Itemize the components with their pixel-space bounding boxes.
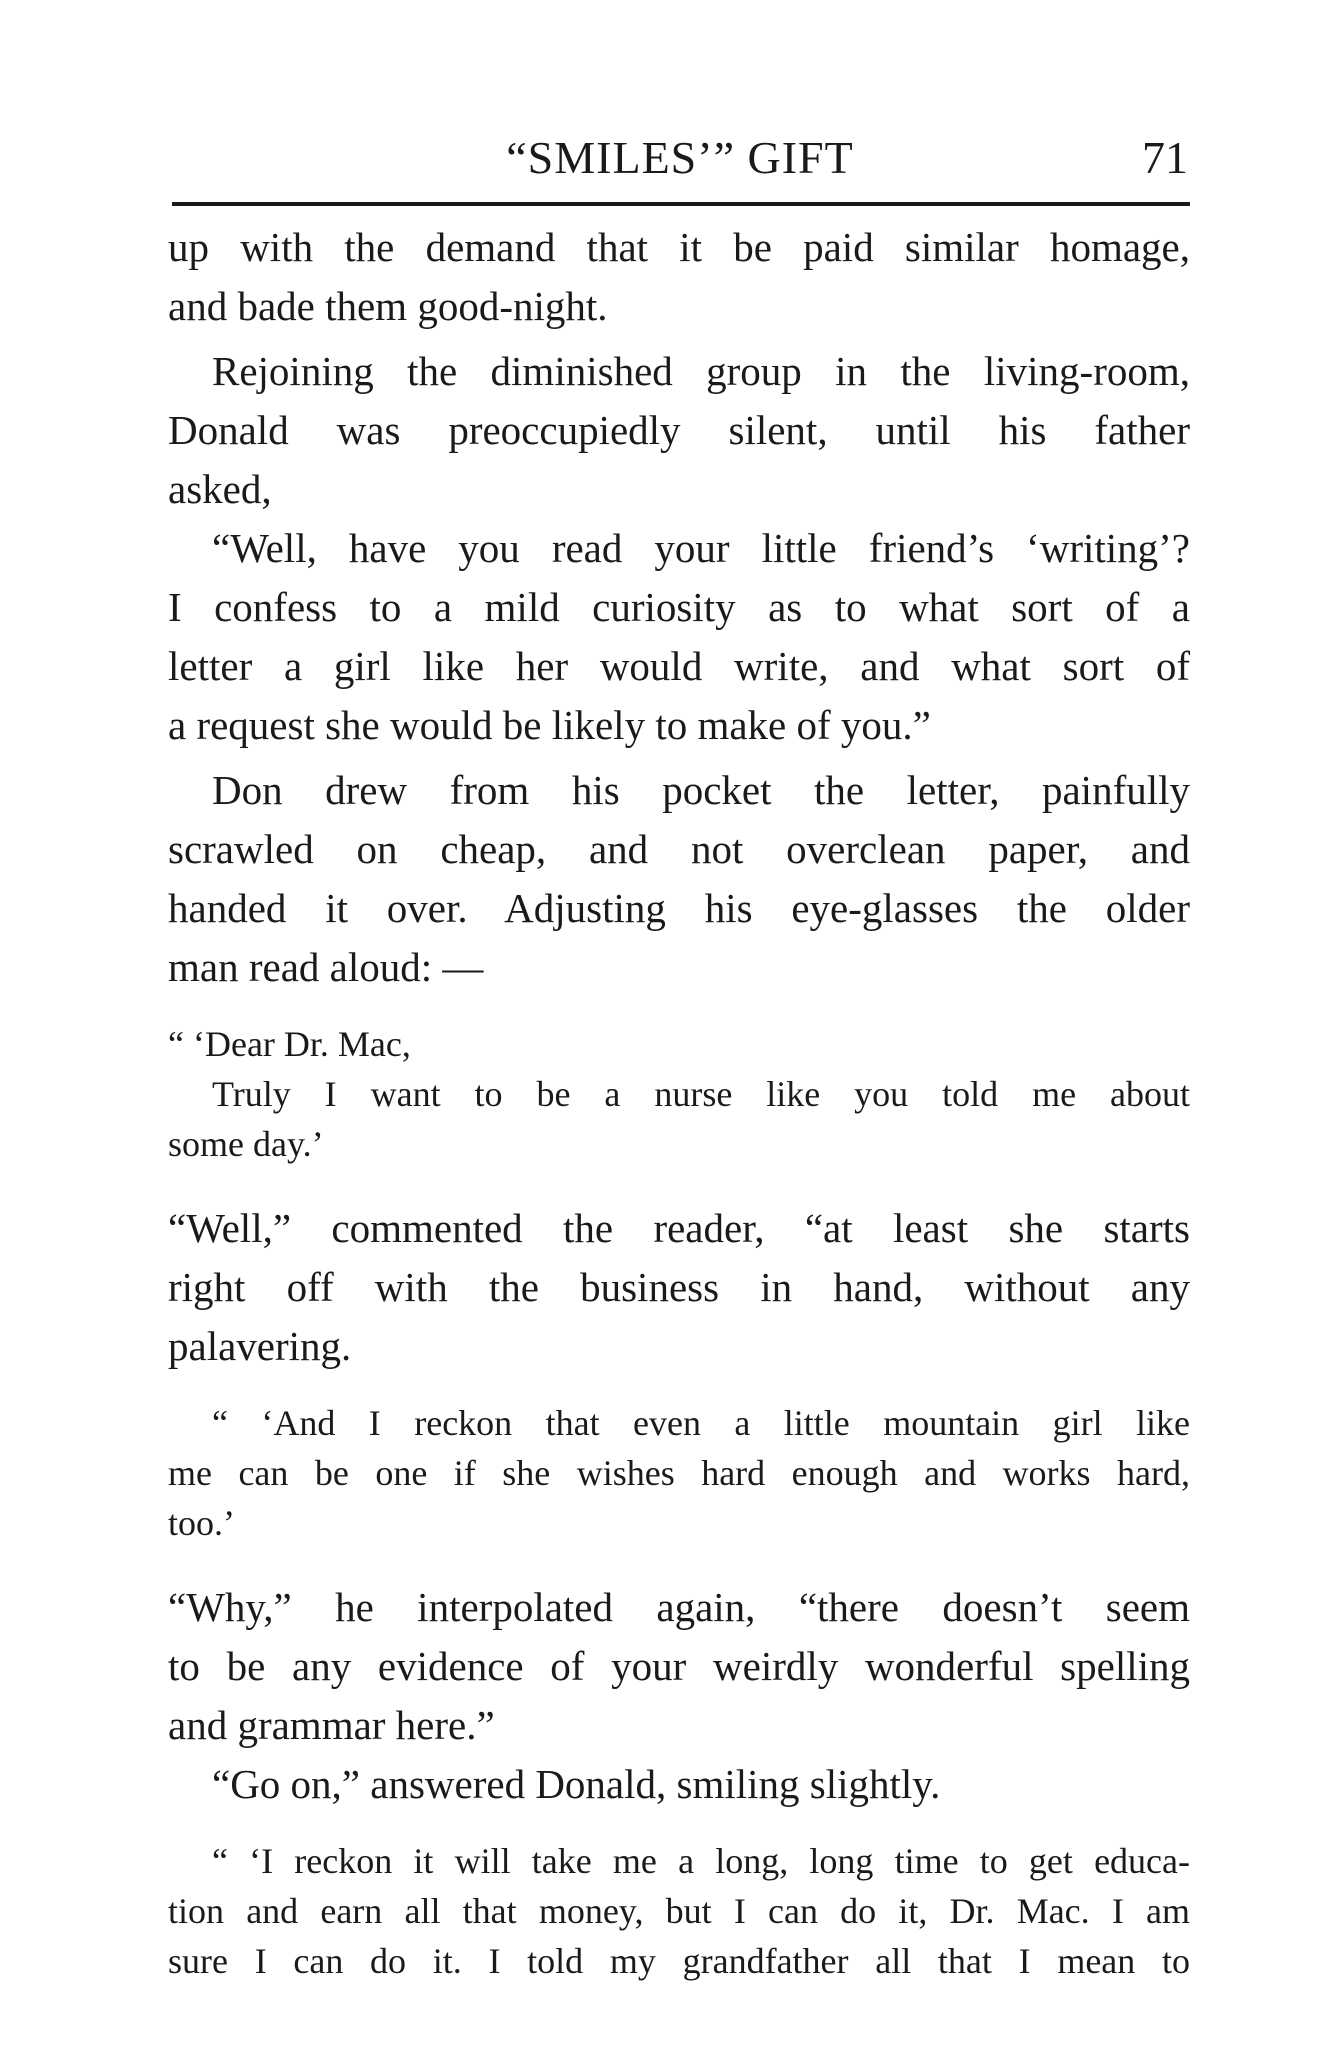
text-line: some day.’ [168,1124,324,1164]
text-line: “Well, have you read your little friend’s ‘writing’? [212,525,1190,571]
text-line: “ ‘And I reckon that even a little mountain girl like [212,1403,1190,1443]
text-line: handed it over. Adjusting his eye-glasses the older [168,885,1190,931]
text-line: and bade them good-night. [168,283,608,329]
text-line: “ ‘I reckon it will take me a long, long time to get educa- [212,1841,1190,1881]
text-line: sure I can do it. I told my grandfather all that I mean to [168,1941,1190,1981]
text-line: up with the demand that it be paid similar homage, [168,224,1190,270]
page-header [172,128,1188,188]
text-line: “Well,” commented the reader, “at least she starts [168,1205,1190,1251]
body-text [168,218,1190,1986]
text-line: Truly I want to be a nurse like you told me about [212,1074,1190,1114]
text-line: scrawled on cheap, and not overclean paper, and [168,826,1190,872]
text-line: too.’ [168,1503,235,1543]
text-line: letter a girl like her would write, and what sort of [168,643,1190,689]
text-line: to be any evidence of your weirdly wonderful spelling [168,1643,1190,1689]
text-line: “ ‘Dear Dr. Mac, [168,1024,411,1064]
text-line: Donald was preoccupiedly silent, until his father [168,407,1190,453]
text-line: palavering. [168,1323,352,1369]
text-line: Rejoining the diminished group in the living-room, [212,348,1190,394]
text-line: asked, [168,466,272,512]
text-line: “Go on,” answered Donald, smiling slightly. [212,1761,941,1807]
running-title: “SMILES’” GIFT [506,132,854,183]
text-line: man read aloud: — [168,944,484,990]
text-line: me can be one if she wishes hard enough and works hard, [168,1453,1190,1493]
text-line: and grammar here.” [168,1702,495,1748]
text-line: right off with the business in hand, without any [168,1264,1190,1310]
text-line: Don drew from his pocket the letter, painfully [212,767,1190,813]
text-line: “Why,” he interpolated again, “there doesn’t seem [168,1584,1190,1630]
text-line: I confess to a mild curiosity as to what sort of a [168,584,1190,630]
page-number: 71 [1142,132,1188,183]
text-line: a request she would be likely to make of you.” [168,702,931,748]
text-line: tion and earn all that money, but I can do it, Dr. Mac. I am [168,1891,1190,1931]
header-rule [172,202,1190,206]
